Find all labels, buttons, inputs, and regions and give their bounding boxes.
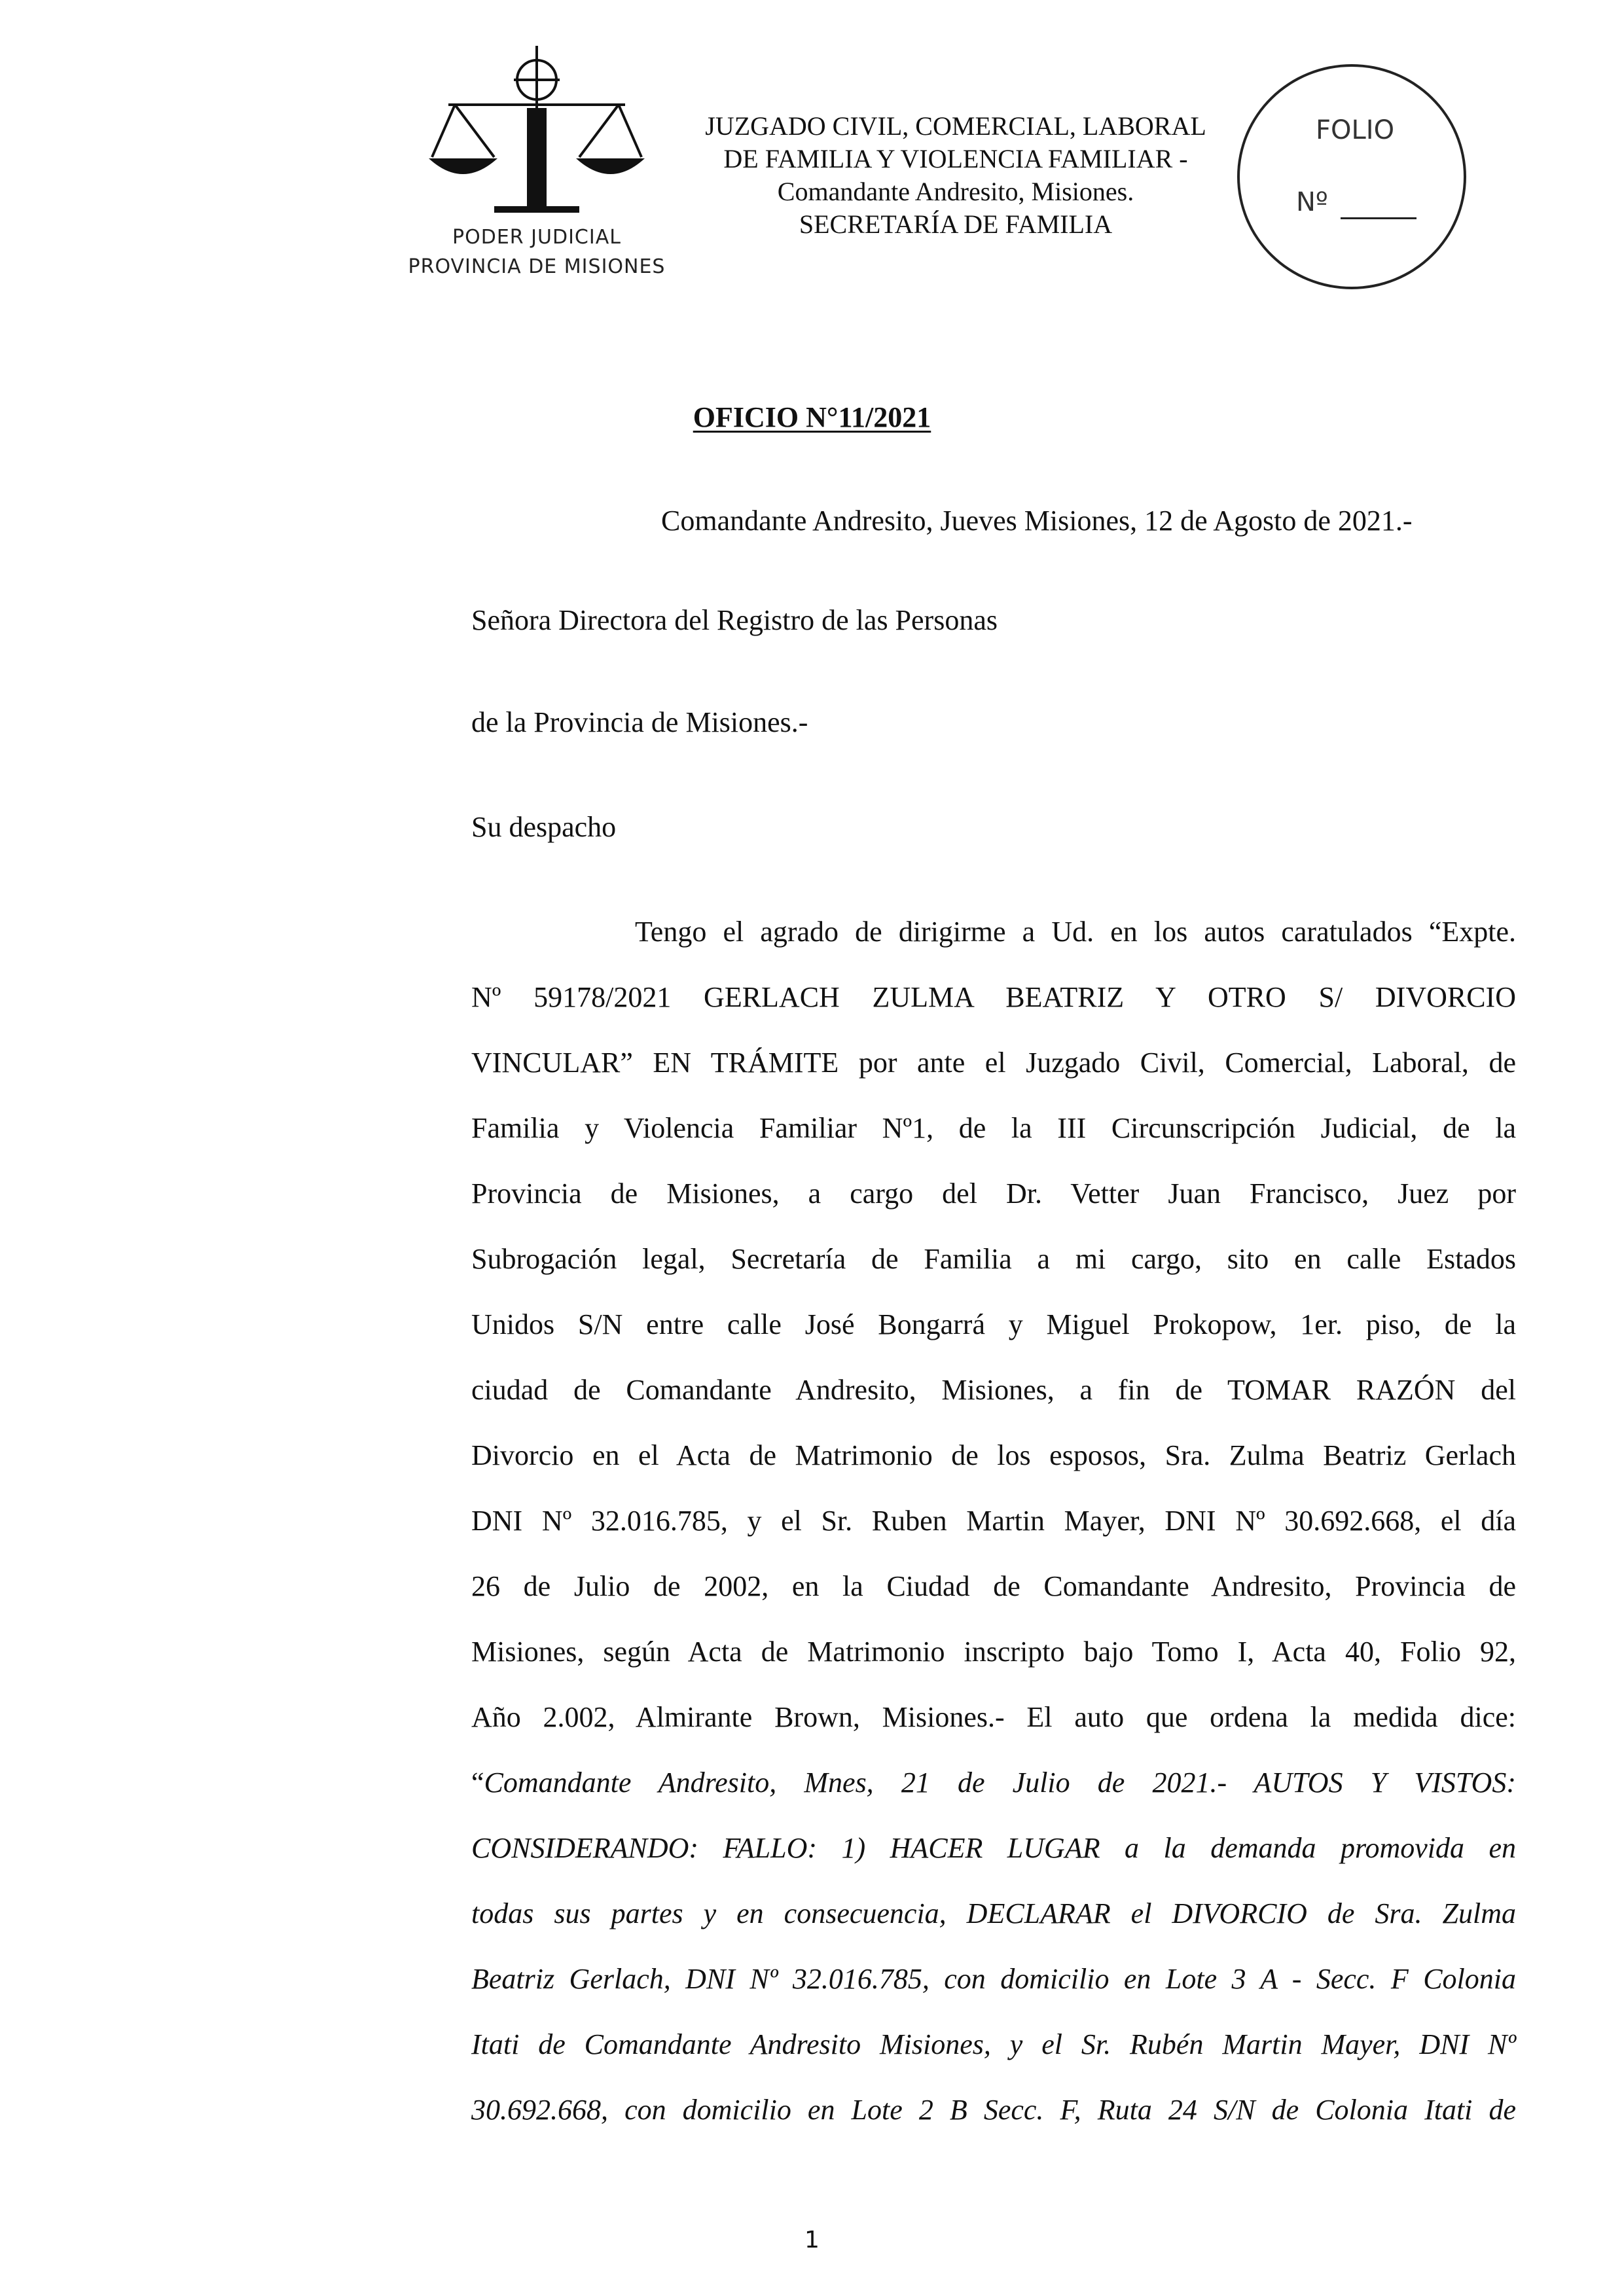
quoted-ruling-text: Comandante Andresito, Mnes, 21 de Julio de 2021.- AUTOS Y VISTOS: (484, 1767, 1516, 1799)
quoted-ruling-line: Itati de Comandante Andresito Misiones, y el Sr. Rubén Martin Mayer, DNI Nº (471, 2028, 1516, 2060)
folio-number-blank (1341, 217, 1416, 219)
folio-stamp (1237, 64, 1473, 292)
quoted-ruling-line (471, 1763, 1516, 1803)
folio-number-label: Nº (1296, 187, 1328, 217)
quoted-ruling-line: todas sus partes y en consecuencia, DECLARAR el DIVORCIO de Sra. Zulma (471, 1897, 1516, 1929)
body-line: Provincia de Misiones, a cargo del Dr. Vetter Juan Francisco, Juez por (471, 1177, 1516, 1210)
addressee-line-1: Señora Directora del Registro de las Personas (471, 604, 998, 636)
body-line: Unidos S/N entre calle José Bongarrá y Miguel Prokopow, 1er. piso, de la (471, 1308, 1516, 1340)
quote-open-mark: “ (471, 1767, 484, 1799)
court-line: DE FAMILIA Y VIOLENCIA FAMILIAR - (723, 144, 1188, 173)
quoted-ruling-line: Beatriz Gerlach, DNI Nº 32.016.785, con domicilio en Lote 3 A - Secc. F Colonia (471, 1963, 1516, 1995)
body-line: VINCULAR” EN TRÁMITE por ante el Juzgado Civil, Comercial, Laboral, de (471, 1047, 1516, 1079)
court-line: JUZGADO CIVIL, COMERCIAL, LABORAL (705, 111, 1206, 141)
addressee-line-2: de la Provincia de Misiones.- (471, 706, 808, 738)
court-heading (674, 110, 1237, 241)
body-line: ciudad de Comandante Andresito, Misiones, a fin de TOMAR RAZÓN del (471, 1374, 1516, 1406)
body-line: Año 2.002, Almirante Brown, Misiones.- El auto que ordena la medida dice: (471, 1701, 1516, 1733)
body-line: DNI Nº 32.016.785, y el Sr. Ruben Martin Mayer, DNI Nº 30.692.668, el día (471, 1505, 1516, 1537)
date-line: Comandante Andresito, Jueves Misiones, 12 de Agosto de 2021.- (661, 505, 1413, 537)
document-title (0, 401, 1624, 434)
addressee-line-3: Su despacho (471, 811, 617, 843)
folio-label: FOLIO (1316, 115, 1395, 145)
body-line: Tengo el agrado de dirigirme a Ud. en los autos caratulados “Expte. (635, 916, 1516, 948)
court-line: Comandante Andresito, Misiones. (777, 177, 1134, 206)
body-line: 26 de Julio de 2002, en la Ciudad de Comandante Andresito, Provincia de (471, 1570, 1516, 1602)
folio-stamp-ring (1237, 64, 1466, 289)
quoted-ruling-line: CONSIDERANDO: FALLO: 1) HACER LUGAR a la demanda promovida en (471, 1832, 1516, 1864)
court-line: SECRETARÍA DE FAMILIA (799, 209, 1113, 239)
body-line: Divorcio en el Acta de Matrimonio de los esposos, Sra. Zulma Beatriz Gerlach (471, 1439, 1516, 1471)
body-line: Familia y Violencia Familiar Nº1, de la III Circunscripción Judicial, de la (471, 1112, 1516, 1144)
document-title-text: OFICIO N°11/2021 (693, 401, 931, 433)
body-line: Misiones, según Acta de Matrimonio inscripto bajo Tomo I, Acta 40, Folio 92, (471, 1636, 1516, 1668)
logo-line-1: PODER JUDICIAL (452, 226, 621, 249)
quoted-ruling-line: 30.692.668, con domicilio en Lote 2 B Secc. F, Ruta 24 S/N de Colonia Itati de (471, 2094, 1516, 2126)
scales-of-justice-icon (422, 39, 651, 223)
body-line: Nº 59178/2021 GERLACH ZULMA BEATRIZ Y OTRO S/ DIVORCIO (471, 981, 1516, 1013)
page-number: 1 (804, 2227, 820, 2253)
body-line: Subrogación legal, Secretaría de Familia a mi cargo, sito en calle Estados (471, 1243, 1516, 1275)
logo-line-2: PROVINCIA DE MISIONES (408, 255, 666, 278)
poder-judicial-logo (406, 39, 668, 288)
